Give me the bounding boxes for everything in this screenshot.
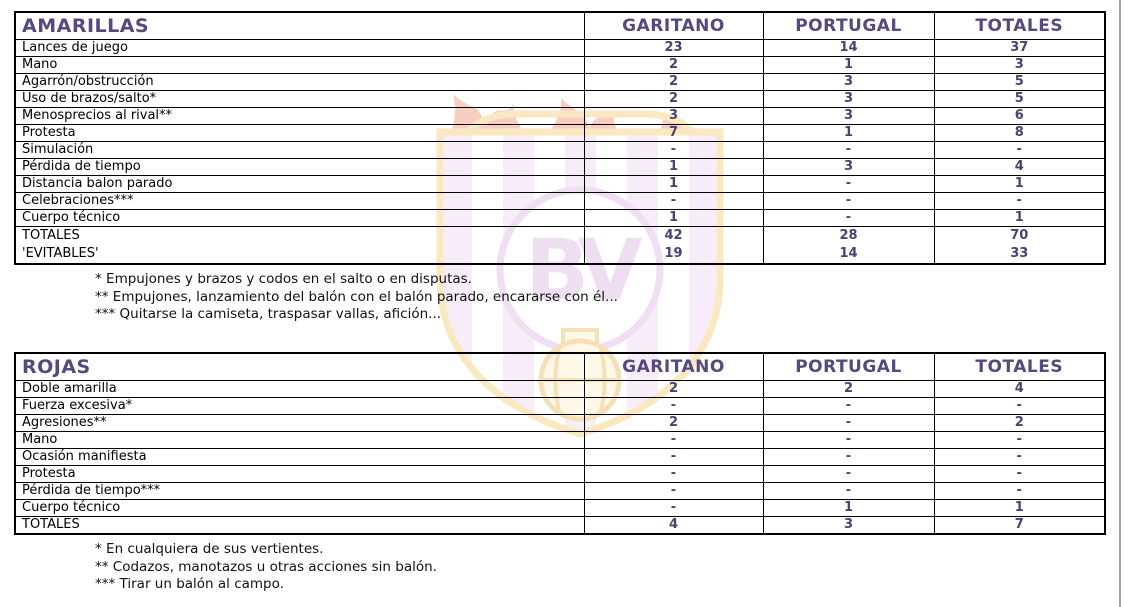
cell-totales: 37 — [934, 40, 1105, 57]
cell-totales: - — [934, 398, 1105, 415]
cell-garitano: 1 — [584, 210, 763, 227]
cell-garitano: - — [584, 466, 763, 483]
cell-totales: - — [934, 483, 1105, 500]
cell-garitano: 1 — [584, 159, 763, 176]
table-row — [15, 210, 1105, 227]
row-label: Protesta — [15, 125, 584, 142]
table-row — [15, 483, 1105, 500]
footnote: * Empujones y brazos y codos en el salto o en disputas. — [95, 271, 472, 287]
footnote: *** Tirar un balón al campo. — [95, 576, 284, 592]
amarillas-table-title: AMARILLAS — [15, 12, 584, 40]
amarillas-table — [14, 11, 1106, 265]
row-label: Distancia balon parado — [15, 176, 584, 193]
rojas-footnotes — [95, 541, 437, 594]
cell-portugal: - — [763, 176, 934, 193]
rojas-header-row — [15, 353, 1105, 381]
cell-totales: - — [934, 193, 1105, 210]
cell-totales: 4 — [934, 381, 1105, 398]
table-row — [15, 176, 1105, 193]
cell-garitano: 7 — [584, 125, 763, 142]
table-row — [15, 432, 1105, 449]
row-label: Simulación — [15, 142, 584, 159]
totales-totales: 70 — [1010, 228, 1029, 243]
evitables-totales: 33 — [1010, 246, 1029, 261]
cell-portugal: - — [763, 210, 934, 227]
row-label: Pérdida de tiempo — [15, 159, 584, 176]
footnote: ** Empujones, lanzamiento del balón con el balón parado, encararse con él... — [95, 288, 618, 305]
amarillas-header-row — [15, 12, 1105, 40]
cell-garitano: 3 — [584, 108, 763, 125]
table-row — [15, 74, 1105, 91]
summary-totales — [934, 227, 1105, 265]
evitables-garitano: 19 — [664, 246, 683, 261]
row-label: Fuerza excesiva* — [15, 398, 584, 415]
cell-totales: - — [934, 466, 1105, 483]
cell-portugal: 1 — [763, 125, 934, 142]
row-label: Celebraciones*** — [15, 193, 584, 210]
cell-garitano: - — [584, 432, 763, 449]
table-row — [15, 466, 1105, 483]
cell-totales: 4 — [934, 159, 1105, 176]
row-label: Lances de juego — [15, 40, 584, 57]
cell-garitano: 2 — [584, 57, 763, 74]
row-label: Protesta — [15, 466, 584, 483]
column-header-garitano: GARITANO — [584, 353, 763, 381]
row-label: Agarrón/obstrucción — [15, 74, 584, 91]
page-right-edge — [1119, 0, 1121, 607]
cell-portugal: - — [763, 449, 934, 466]
table-row — [15, 91, 1105, 108]
cell-garitano: 1 — [584, 176, 763, 193]
cell-garitano: - — [584, 398, 763, 415]
cell-portugal: - — [763, 398, 934, 415]
table-row — [15, 500, 1105, 517]
cell-portugal: - — [763, 432, 934, 449]
crest-monogram: BV — [525, 221, 635, 319]
cell-garitano: 2 — [584, 381, 763, 398]
table-row — [15, 449, 1105, 466]
cell-portugal: 2 — [763, 381, 934, 398]
table-row — [15, 517, 1105, 535]
evitables-portugal: 14 — [839, 246, 858, 261]
column-header-totales: TOTALES — [934, 12, 1105, 40]
footnote: *** Quitarse la camiseta, traspasar vallas, afición... — [95, 306, 442, 322]
table-row — [15, 125, 1105, 142]
cell-totales: 1 — [934, 176, 1105, 193]
cell-totales: - — [934, 142, 1105, 159]
cell-portugal: 3 — [763, 517, 934, 535]
cell-garitano: 23 — [584, 40, 763, 57]
row-label: Mano — [15, 432, 584, 449]
summary-portugal — [763, 227, 934, 265]
amarillas-footnotes — [95, 271, 618, 324]
cell-totales: 6 — [934, 108, 1105, 125]
cell-garitano: 2 — [584, 415, 763, 432]
cell-portugal: 3 — [763, 159, 934, 176]
footnote: ** Codazos, manotazos u otras acciones sin balón. — [95, 558, 437, 575]
cell-totales: 5 — [934, 74, 1105, 91]
table-row — [15, 193, 1105, 210]
cell-portugal: 1 — [763, 500, 934, 517]
table-row — [15, 57, 1105, 74]
row-label: Cuerpo técnico — [15, 210, 584, 227]
totales-portugal: 28 — [839, 228, 858, 243]
cell-totales: 3 — [934, 57, 1105, 74]
cell-portugal: - — [763, 415, 934, 432]
cell-garitano: - — [584, 142, 763, 159]
footnote: * En cualquiera de sus vertientes. — [95, 541, 324, 557]
cell-portugal: 1 — [763, 57, 934, 74]
cell-totales: 1 — [934, 210, 1105, 227]
cell-portugal: 14 — [763, 40, 934, 57]
row-label: Pérdida de tiempo*** — [15, 483, 584, 500]
table-row — [15, 398, 1105, 415]
table-row — [15, 108, 1105, 125]
row-label: Doble amarilla — [15, 381, 584, 398]
summary-garitano — [584, 227, 763, 265]
cell-totales: - — [934, 449, 1105, 466]
cell-garitano: 2 — [584, 91, 763, 108]
row-label: Uso de brazos/salto* — [15, 91, 584, 108]
table-row — [15, 159, 1105, 176]
cell-totales: - — [934, 432, 1105, 449]
cell-portugal: - — [763, 193, 934, 210]
totales-label: TOTALES — [22, 228, 80, 243]
cell-totales: 8 — [934, 125, 1105, 142]
cell-portugal: 3 — [763, 108, 934, 125]
cell-portugal: 3 — [763, 74, 934, 91]
cell-portugal: - — [763, 466, 934, 483]
table-row-summary — [15, 227, 1105, 265]
rojas-table — [14, 352, 1106, 535]
column-header-portugal: PORTUGAL — [763, 12, 934, 40]
column-header-garitano: GARITANO — [584, 12, 763, 40]
row-label: Cuerpo técnico — [15, 500, 584, 517]
rojas-table-title: ROJAS — [15, 353, 584, 381]
table-row — [15, 381, 1105, 398]
evitables-label: 'EVITABLES' — [22, 246, 99, 261]
row-label: Menosprecios al rival** — [15, 108, 584, 125]
cell-portugal: - — [763, 142, 934, 159]
cell-totales: 2 — [934, 415, 1105, 432]
cell-totales: 7 — [934, 517, 1105, 535]
table-row — [15, 142, 1105, 159]
table-row — [15, 415, 1105, 432]
cell-totales: 5 — [934, 91, 1105, 108]
cell-portugal: 3 — [763, 91, 934, 108]
cell-totales: 1 — [934, 500, 1105, 517]
cell-garitano: - — [584, 193, 763, 210]
column-header-totales: TOTALES — [934, 353, 1105, 381]
totales-garitano: 42 — [664, 228, 683, 243]
cell-garitano: 4 — [584, 517, 763, 535]
cell-garitano: - — [584, 500, 763, 517]
row-label: TOTALES — [15, 517, 584, 535]
row-label: Mano — [15, 57, 584, 74]
cell-garitano: 2 — [584, 74, 763, 91]
cell-garitano: - — [584, 483, 763, 500]
row-label: Ocasión manifiesta — [15, 449, 584, 466]
cell-garitano: - — [584, 449, 763, 466]
column-header-portugal: PORTUGAL — [763, 353, 934, 381]
summary-labels — [15, 227, 584, 265]
row-label: Agresiones** — [15, 415, 584, 432]
table-row — [15, 40, 1105, 57]
cell-portugal: - — [763, 483, 934, 500]
